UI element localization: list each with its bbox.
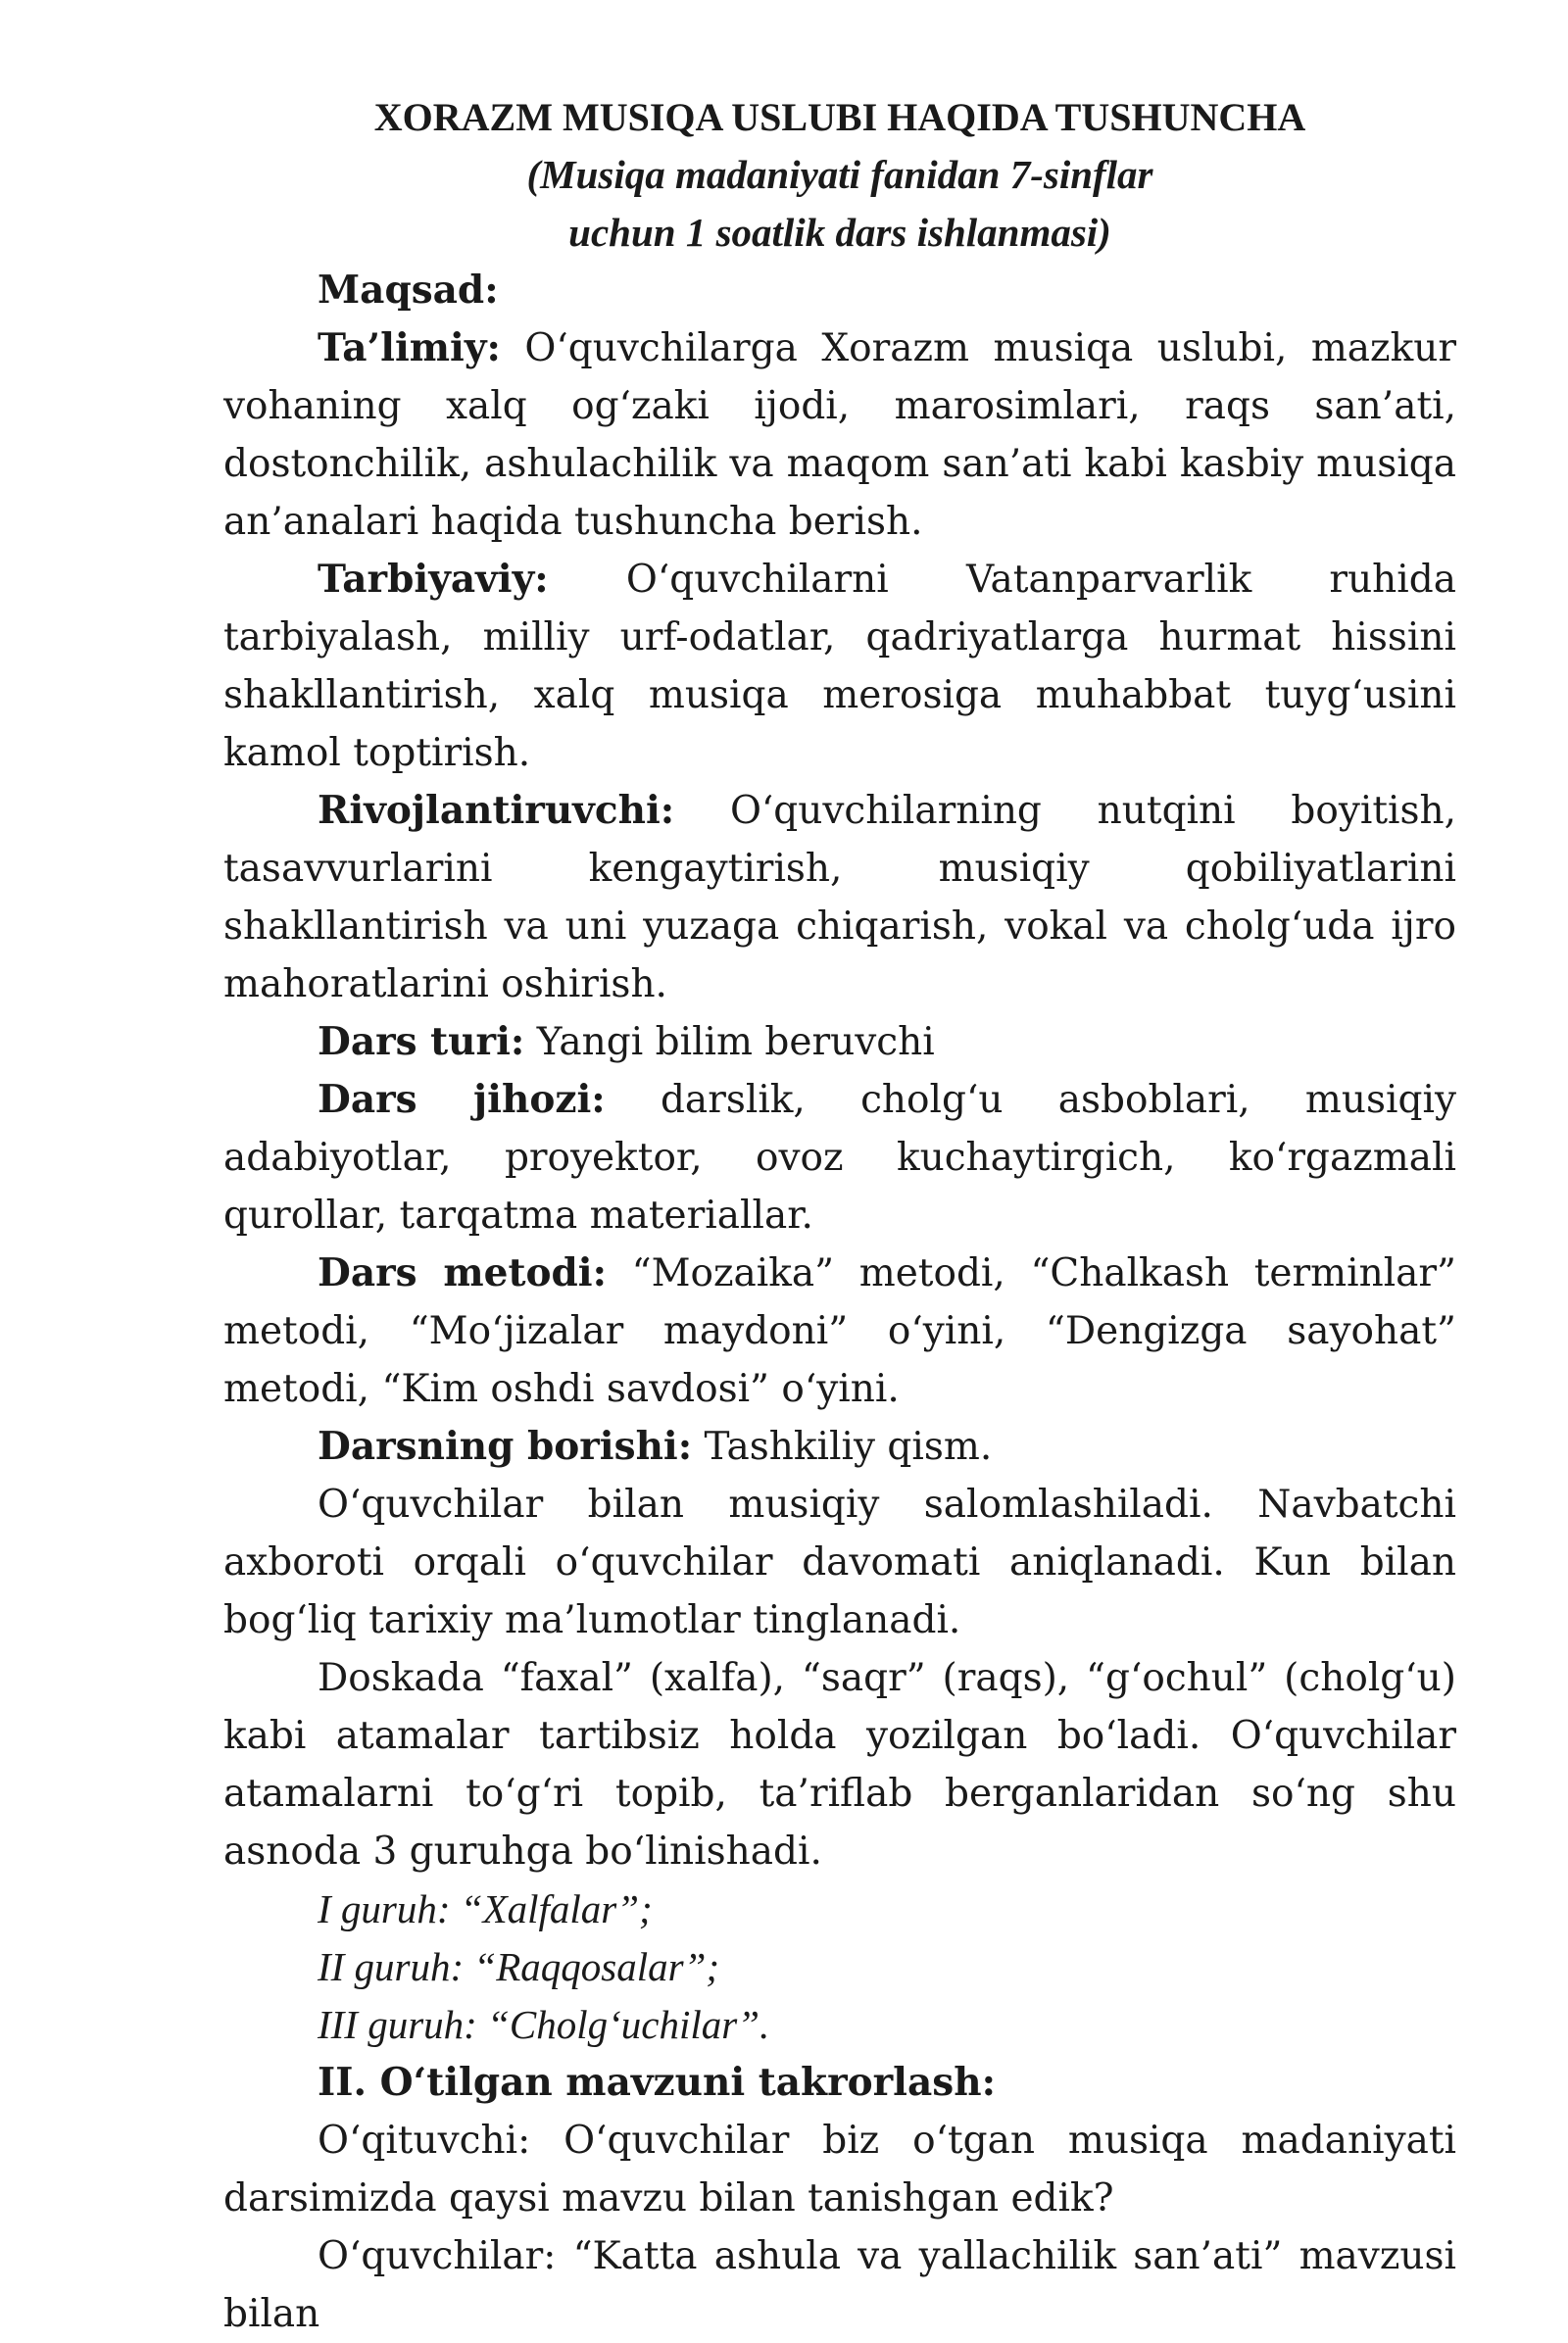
dars-metodi-text: “Mozaika” metodi, “Chalkash terminlar” metodi, “Mo‘jizalar maydoni” o‘yini, “Dengizga sayohat” metodi, “Kim oshdi savdosi” o‘yini. (223, 1251, 1456, 1411)
tarbiyaviy-label: Tarbiyaviy: (318, 557, 549, 602)
document-subtitle-line-1: (Musiqa madaniyati fanidan 7-sinflar (526, 152, 1153, 197)
darsning-borishi-label: Darsning borishi: (318, 1424, 693, 1469)
maqsad-heading (223, 262, 1456, 319)
document-title: XORAZM MUSIQA USLUBI HAQIDA TUSHUNCHA (373, 95, 1306, 139)
salomlashish-paragraph: O‘quvchilar bilan musiqiy salomlashiladi. Navbatchi axboroti orqali o‘quvchilar davomati aniqlanadi. Kun bilan bog‘liq tarixiy ma’lumotlar tinglanadi. (223, 1483, 1456, 1642)
dars-jihozi-label: Dars jihozi: (318, 1077, 606, 1122)
dars-turi-label: Dars turi: (318, 1019, 525, 1064)
talimiy-paragraph (223, 319, 1456, 551)
group-item-xalfalar: I guruh: “Xalfalar”; (318, 1886, 653, 1931)
doskada-paragraph: Doskada “faxal” (xalfa), “saqr” (raqs), “g‘ochul” (cholg‘u) kabi atamalar tartibsiz holda yozilgan bo‘ladi. O‘quvchilar atamalarni to‘g‘ri topib, ta’riflab berganlaridan so‘ng shu asnoda 3 guruhga bo‘linishadi. (223, 1656, 1456, 1874)
tarbiyaviy-paragraph (223, 551, 1456, 782)
talimiy-text: O‘quvchilarga Xorazm musiqa uslubi, mazkur vohaning xalq og‘zaki ijodi, marosimlari, raqs san’ati, dostonchilik, ashulachilik va maqom san’ati kabi kasbiy musiqa an’analari haqida tushuncha berish. (223, 326, 1456, 544)
dars-metodi-label: Dars metodi: (318, 1250, 608, 1295)
oquvchilar-paragraph: O‘quvchilar: “Katta ashula va yallachilik san’ati” mavzusi bilan (223, 2234, 1456, 2336)
section-heading-takrorlash: II. O‘tilgan mavzuni takrorlash: (318, 2060, 996, 2105)
darsning-borishi-text: Tashkiliy qism. (692, 1425, 993, 1469)
document-subtitle-line-2: uchun 1 soatlik dars ishlanmasi) (568, 210, 1111, 255)
rivojlantiruvchi-text: O‘quvchilarning nutqini boyitish, tasavvurlarini kengaytirish, musiqiy qobiliyatlarini shakllantirish va uni yuzaga chiqarish, vokal va cholg‘uda ijro mahoratlarini oshirish. (223, 789, 1456, 1006)
oqituvchi-paragraph: O‘qituvchi: O‘quvchilar biz o‘tgan musiqa madaniyati darsimizda qaysi mavzu bilan tanishgan edik? (223, 2119, 1456, 2221)
dars-jihozi-paragraph (223, 1071, 1456, 1245)
maqsad-label: Maqsad: (318, 268, 499, 313)
rivojlantiruvchi-label: Rivojlantiruvchi: (318, 788, 675, 833)
document-page (223, 88, 1456, 2343)
dars-jihozi-text: darslik, cholg‘u asboblari, musiqiy adabiyotlar, proyektor, ovoz kuchaytirgich, ko‘rgazmali qurollar, tarqatma materiallar. (223, 1078, 1456, 1238)
darsning-borishi-paragraph (223, 1418, 1456, 1476)
tarbiyaviy-text: O‘quvchilarni Vatanparvarlik ruhida tarbiyalash, milliy urf-odatlar, qadriyatlarga hurmat hissini shakllantirish, xalq musiqa merosiga muhabbat tuyg‘usini kamol toptirish. (223, 558, 1456, 775)
dars-turi-text: Yangi bilim beruvchi (524, 1020, 935, 1064)
talimiy-label: Ta’limiy: (318, 325, 501, 370)
dars-metodi-paragraph (223, 1245, 1456, 1418)
group-item-cholguchilar: III guruh: “Cholg‘uchilar”. (318, 2002, 770, 2047)
rivojlantiruvchi-paragraph (223, 782, 1456, 1013)
dars-turi-paragraph (223, 1013, 1456, 1071)
group-item-raqqosalar: II guruh: “Raqqosalar”; (318, 1944, 720, 1989)
